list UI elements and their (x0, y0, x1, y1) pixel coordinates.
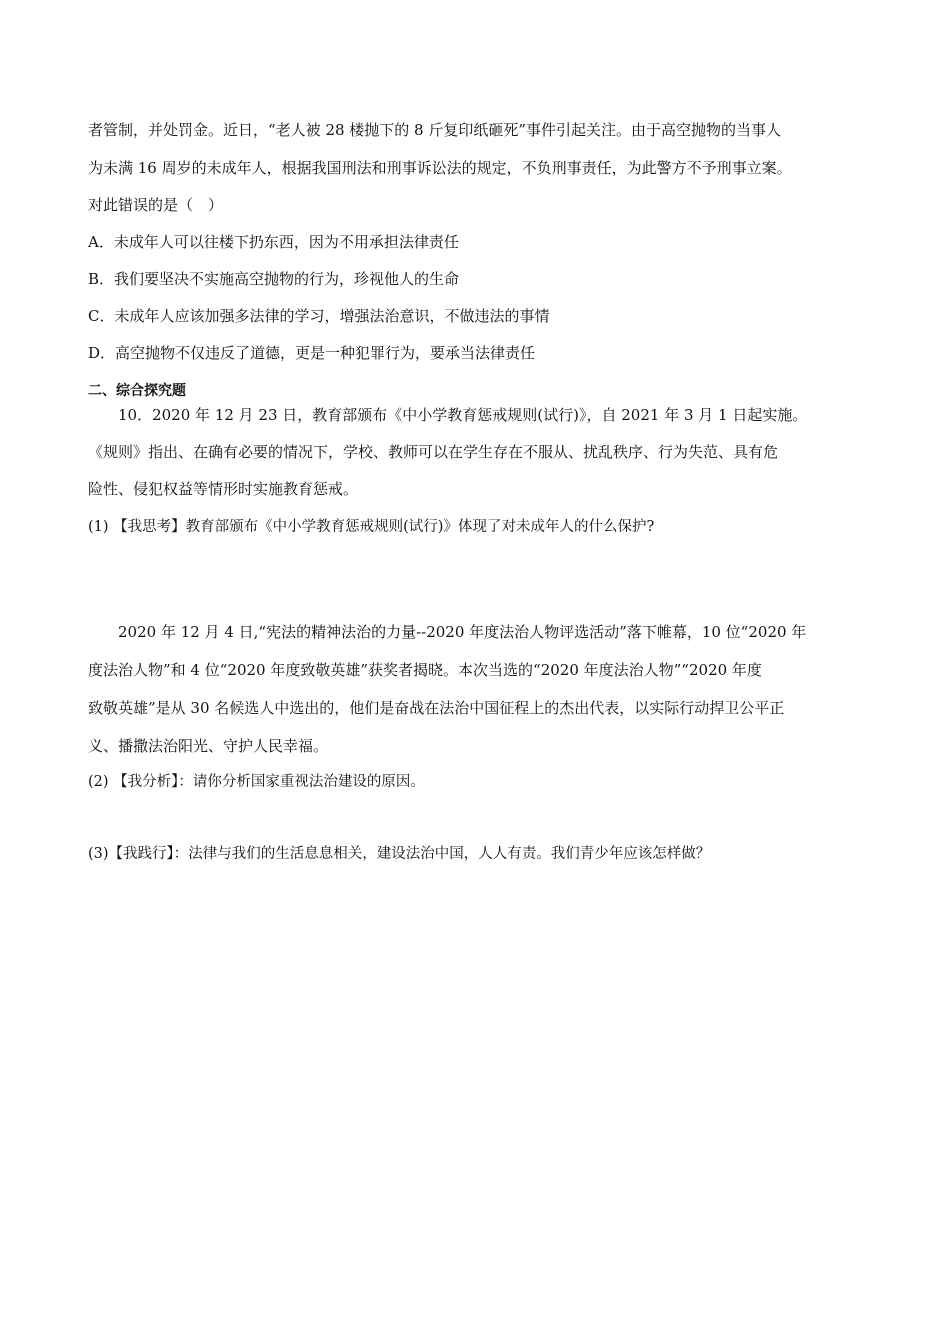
q10-subquestion-3: (3)【我践行】：法律与我们的生活息息相关，建设法治中国，人人有责。我们青少年应该怎样做？ (88, 846, 711, 862)
q10-material2-line-4: 义、播撒法治阳光、守护人民幸福。 (88, 737, 329, 755)
q10-material1-line-1: 10．2020 年 12 月 23 日，教育部颁布《中小学教育惩戒规则(试行)》，自 2021 年 3 月 1 日起实施。 (118, 406, 808, 424)
q10-material1-line-3: 险性、侵犯权益等情形时实施教育惩戒。 (88, 480, 359, 498)
q10-material2-line-1: 2020 年 12 月 4 日,“宪法的精神法治的力量--2020 年度法治人物评选活动”落下帷幕，10 位“2020 年 (118, 623, 807, 641)
q10-material1-line-2: 《规则》指出、在确有必要的情况下，学校、教师可以在学生存在不服从、扰乱秩序、行为失范、具有危 (88, 443, 779, 461)
q10-material2-line-2: 度法治人物”和 4 位“2020 年度致敬英雄”获奖者揭晓。本次当选的“2020 年度法治人物”“2020 年度 (88, 661, 762, 679)
q9-option-b: B．我们要坚决不实施高空抛物的行为，珍视他人的生命 (88, 270, 460, 288)
section-heading: 二、综合探究题 (88, 383, 186, 399)
q9-option-c: C．未成年人应该加强多法律的学习，增强法治意识，不做违法的事情 (88, 307, 550, 325)
q9-stem-line-2: 为未满 16 周岁的未成年人，根据我国刑法和刑事诉讼法的规定，不负刑事责任，为此警方不予刑事立案。 (88, 159, 792, 177)
q10-subquestion-2: (2) 【我分析】：请你分析国家重视法治建设的原因。 (88, 774, 425, 790)
q9-option-d: D．高空抛物不仅违反了道德，更是一种犯罪行为，要承当法律责任 (88, 344, 536, 362)
q10-material2-line-3: 致敬英雄”是从 30 名候选人中选出的，他们是奋战在法治中国征程上的杰出代表，以实际行动捍卫公平正 (88, 699, 785, 717)
q9-option-a: A．未成年人可以往楼下扔东西，因为不用承担法律责任 (88, 233, 459, 251)
q9-stem-line-3: 对此错误的是（ ） (88, 196, 224, 214)
q10-subquestion-1: (1) 【我思考】教育部颁布《中小学教育惩戒规则(试行)》体现了对未成年人的什么保护? (88, 519, 655, 535)
q9-stem-line-1: 者管制，并处罚金。近日，“老人被 28 楼抛下的 8 斤复印纸砸死”事件引起关注。由于高空抛物的当事人 (88, 121, 782, 139)
